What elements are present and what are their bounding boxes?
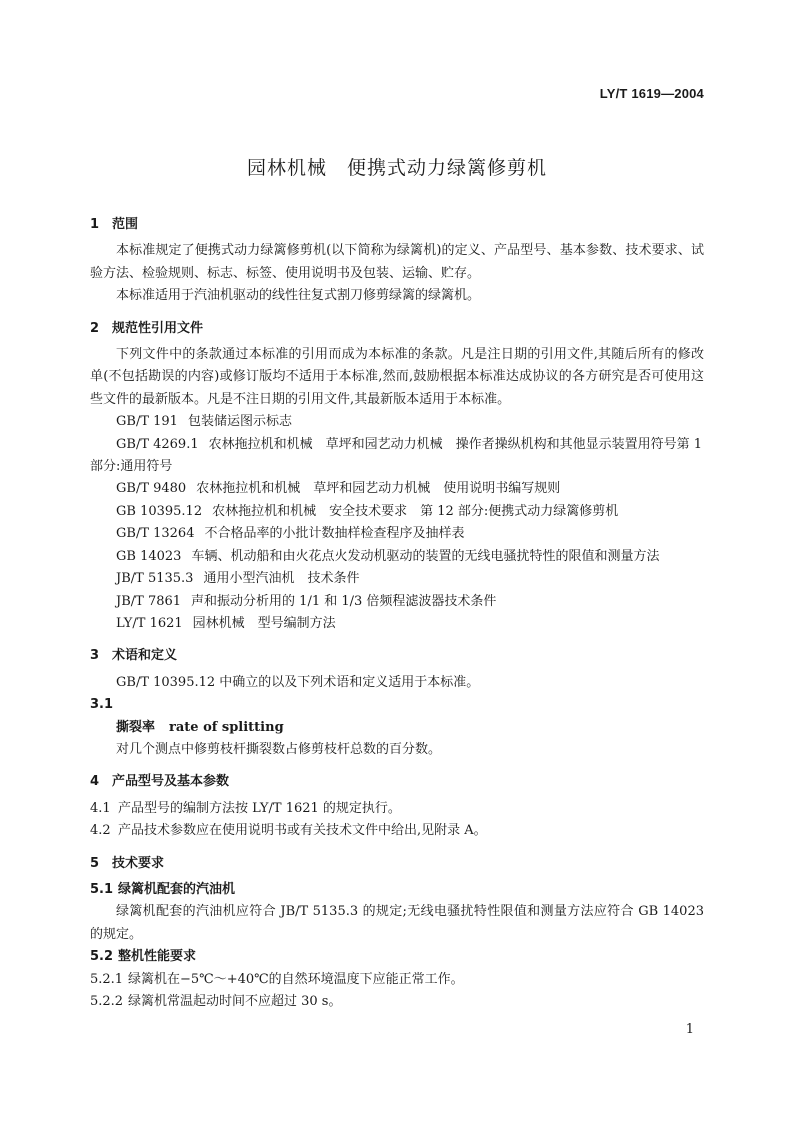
paragraph: 本标准规定了便携式动力绿篱修剪机(以下简称为绿篱机)的定义、产品型号、基本参数、技术要求、试验方法、检验规则、标志、标签、使用说明书及包装、运输、贮存。 [90,243,704,281]
clause-text: 绿篱机常温起动时间不应超过 30 s。 [128,994,342,1009]
reference-title: 声和振动分析用的 1/1 和 1/3 倍频程滤波器技术条件 [191,593,497,609]
paragraph: 本标准适用于汽油机驱动的线性往复式割刀修剪绿篱的绿篱机。 [116,288,481,304]
clause [90,969,704,991]
reference-title: 包装储运图示标志 [187,414,292,430]
section-4-heading [90,771,704,793]
document-title [0,153,794,180]
reference-item [90,411,704,433]
clause-number: 4.1 [90,800,111,816]
clause-text: 产品型号的编制方法按 LY/T 1621 的规定执行。 [118,800,401,816]
reference-title: 农林拖拉机和机械 安全技术要求 第 12 部分:便携式动力绿篱修剪机 [212,503,619,519]
reference-code: JB/T 7861 [116,593,182,609]
term-chinese: 撕裂率 [116,719,156,735]
title-part-1: 园林机械 [246,157,327,179]
reference-item [90,478,704,500]
reference-item [90,568,704,590]
subsection-5-2-heading [90,946,704,968]
reference-item [90,501,704,523]
subsection-title: 绿篱机配套的汽油机 [118,881,236,897]
section-number: 2 [90,320,100,336]
reference-item [90,613,704,635]
subsection-number: 5.1 [90,881,114,897]
reference-code: GB/T 9480 [116,481,187,497]
section-title: 技术要求 [112,855,165,871]
reference-code: GB/T 191 [116,414,178,430]
standard-number: LY/T 1619—2004 [599,86,704,101]
page-number: 1 [685,1022,694,1037]
reference-title: 通用小型汽油机 技术条件 [203,571,360,587]
subsection-number: 3.1 [90,697,114,713]
reference-title: 农林拖拉机和机械 草坪和园艺动力机械 使用说明书编写规则 [196,481,561,497]
subsection-number: 5.2 [90,949,114,965]
reference-item [90,546,704,568]
section-number: 4 [90,774,100,790]
clause-number: 4.2 [90,823,111,839]
clause-text: 绿篱机在−5℃～+40℃的自然环境温度下应能正常工作。 [128,971,464,987]
clause [90,991,704,1013]
clause-number: 5.2.1 [90,971,124,987]
clause [90,820,704,842]
reference-item [90,591,704,613]
section-3-heading [90,645,704,667]
reference-code: GB/T 4269.1 [116,436,199,452]
reference-code: GB 10395.12 [116,503,203,519]
title-part-2: 便携式动力绿篱修剪机 [347,157,548,179]
reference-item [90,523,704,545]
term-english: rate of splitting [169,719,284,735]
paragraph: 下列文件中的条款通过本标准的引用而成为本标准的条款。凡是注日期的引用文件,其随后所有的修改单(不包括勘误的内容)或修订版均不适用于本标准,然而,鼓励根据本标准达成协议的各方研究是否可使用这些文件的最新版本。凡是不注日期的引用文件,其最新版本适用于本标准。 [90,347,704,407]
subsection-5-1-heading [90,879,704,901]
section-number: 1 [90,217,100,232]
section-2-heading [90,318,704,340]
section-title: 产品型号及基本参数 [112,774,230,790]
clause [90,798,704,820]
section-number: 5 [90,855,100,871]
reference-title: 不合格品率的小批计数抽样检查程序及抽样表 [204,526,465,542]
section-5-heading [90,853,704,875]
term-entry [90,717,704,739]
reference-title: 车辆、机动船和由火花点火发动机驱动的装置的无线电骚扰特性的限值和测量方法 [191,548,660,564]
subsection-title: 整机性能要求 [118,949,197,965]
section-1-heading [90,214,704,236]
reference-code: JB/T 5135.3 [116,571,194,587]
reference-code: GB/T 13264 [116,526,195,542]
reference-title: 农林拖拉机和机械 草坪和园艺动力机械 操作者操纵机构和其他显示装置用符号第 1 部分:通用符号 [90,436,703,475]
paragraph: GB/T 10395.12 中确立的以及下列术语和定义适用于本标准。 [116,674,480,690]
reference-code: LY/T 1621 [116,615,183,631]
paragraph: 绿篱机配套的汽油机应符合 JB/T 5135.3 的规定;无线电骚扰特性限值和测量方法应符合 GB 14023的规定。 [90,904,704,942]
reference-item [90,434,704,479]
section-title: 规范性引用文件 [112,320,204,336]
term-definition: 对几个测点中修剪枝杆撕裂数占修剪枝杆总数的百分数。 [116,741,442,757]
clause-text: 产品技术参数应在使用说明书或有关技术文件中给出,见附录 A。 [118,823,487,839]
section-title: 术语和定义 [112,648,178,664]
section-number: 3 [90,648,100,664]
clause-number: 5.2.2 [90,994,124,1009]
reference-title: 园林机械 型号编制方法 [192,615,336,631]
reference-code: GB 14023 [116,548,182,564]
document-body [90,214,704,1013]
section-title: 范围 [112,217,139,232]
